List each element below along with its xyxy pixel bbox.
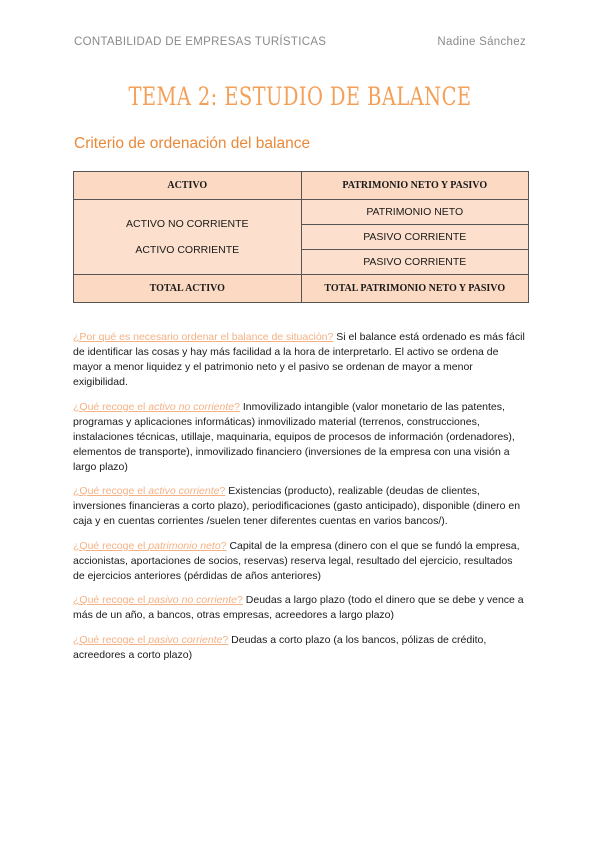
question-link[interactable]: ¿Qué recoge el activo corriente? <box>73 485 226 497</box>
paragraph <box>73 400 525 475</box>
paragraph <box>73 539 525 584</box>
pasivo-item-1: PASIVO CORRIENTE <box>301 225 529 250</box>
table-header-row <box>74 172 529 200</box>
body-text <box>73 330 525 672</box>
patrimonio-neto: PATRIMONIO NETO <box>301 200 529 225</box>
question-link[interactable]: ¿Qué recoge el pasivo no corriente? <box>73 594 243 606</box>
total-patrimonio-pasivo: TOTAL PATRIMONIO NETO Y PASIVO <box>301 275 529 303</box>
paragraph <box>73 633 525 663</box>
section-subtitle: Criterio de ordenación del balance <box>74 135 311 152</box>
question-link[interactable]: ¿Por qué es necesario ordenar el balance de situación? <box>73 331 334 343</box>
table-total-row <box>74 275 529 303</box>
answer-text: Existencias (producto), realizable (deudas de clientes, inversiones financieras a corto plazo), periodificaciones (gasto anticipado), disponible (dinero en caja y en cuentas corrientes /suelen tener diferentes cuentas en varios bancos/). <box>73 485 521 527</box>
answer-text: Inmovilizado intangible (valor monetario de las patentes, programas y aplicaciones informáticas) inmovilizado material (terrenos, construcciones, instalaciones técnicas, utillaje, maquinaria, equipos de procesos de información (ordenadores), elementos de transporte), inmovilizado financiero (inversiones de la empresa con una visión a largo plazo) <box>73 400 515 473</box>
activo-no-corriente: ACTIVO NO CORRIENTE <box>125 218 249 230</box>
question-link[interactable]: ¿Qué recoge el pasivo corriente? <box>73 633 229 646</box>
header-activo: ACTIVO <box>74 172 302 200</box>
course-name: CONTABILIDAD DE EMPRESAS TURÍSTICAS <box>74 36 327 48</box>
answer-text: Capital de la empresa (dinero con el que se fundó la empresa, accionistas, aportaciones de socios, reservas) reserva legal, resultado del ejercicio, resultados de ejercicios anteriores (pérdidas de años anteriores) <box>73 539 520 582</box>
question-link[interactable]: ¿Qué recoge el activo no corriente? <box>73 400 240 413</box>
paragraph <box>73 593 525 623</box>
balance-table <box>73 171 529 303</box>
document-title: TEMA 2: ESTUDIO DE BALANCE <box>128 82 472 111</box>
answer-text: Deudas a largo plazo (todo el dinero que se debe y vence a más de un año, a bancos, otras empresas, acreedores a largo plazo) <box>73 594 524 621</box>
header-patrimonio-pasivo: PATRIMONIO NETO Y PASIVO <box>301 172 529 200</box>
total-activo: TOTAL ACTIVO <box>74 275 302 303</box>
activo-items-cell <box>74 200 302 275</box>
pasivo-item-2: PASIVO CORRIENTE <box>301 250 529 275</box>
paragraph <box>73 484 525 529</box>
answer-text: Deudas a corto plazo (a los bancos, pólizas de crédito, acreedores a corto plazo) <box>73 633 487 661</box>
question-link[interactable]: ¿Qué recoge el patrimonio neto? <box>73 539 227 552</box>
paragraph <box>73 330 525 390</box>
author-name: Nadine Sánchez <box>437 36 526 48</box>
activo-corriente: ACTIVO CORRIENTE <box>135 244 240 256</box>
answer-text: Si el balance está ordenado es más fácil de identificar las cosas y hay más facilidad a la hora de interpretarlo. El activo se ordena de mayor a menor liquidez y el patrimonio neto y el pasivo se ordenan de mayor a menor exigibilidad. <box>73 331 525 388</box>
table-row <box>74 200 529 225</box>
